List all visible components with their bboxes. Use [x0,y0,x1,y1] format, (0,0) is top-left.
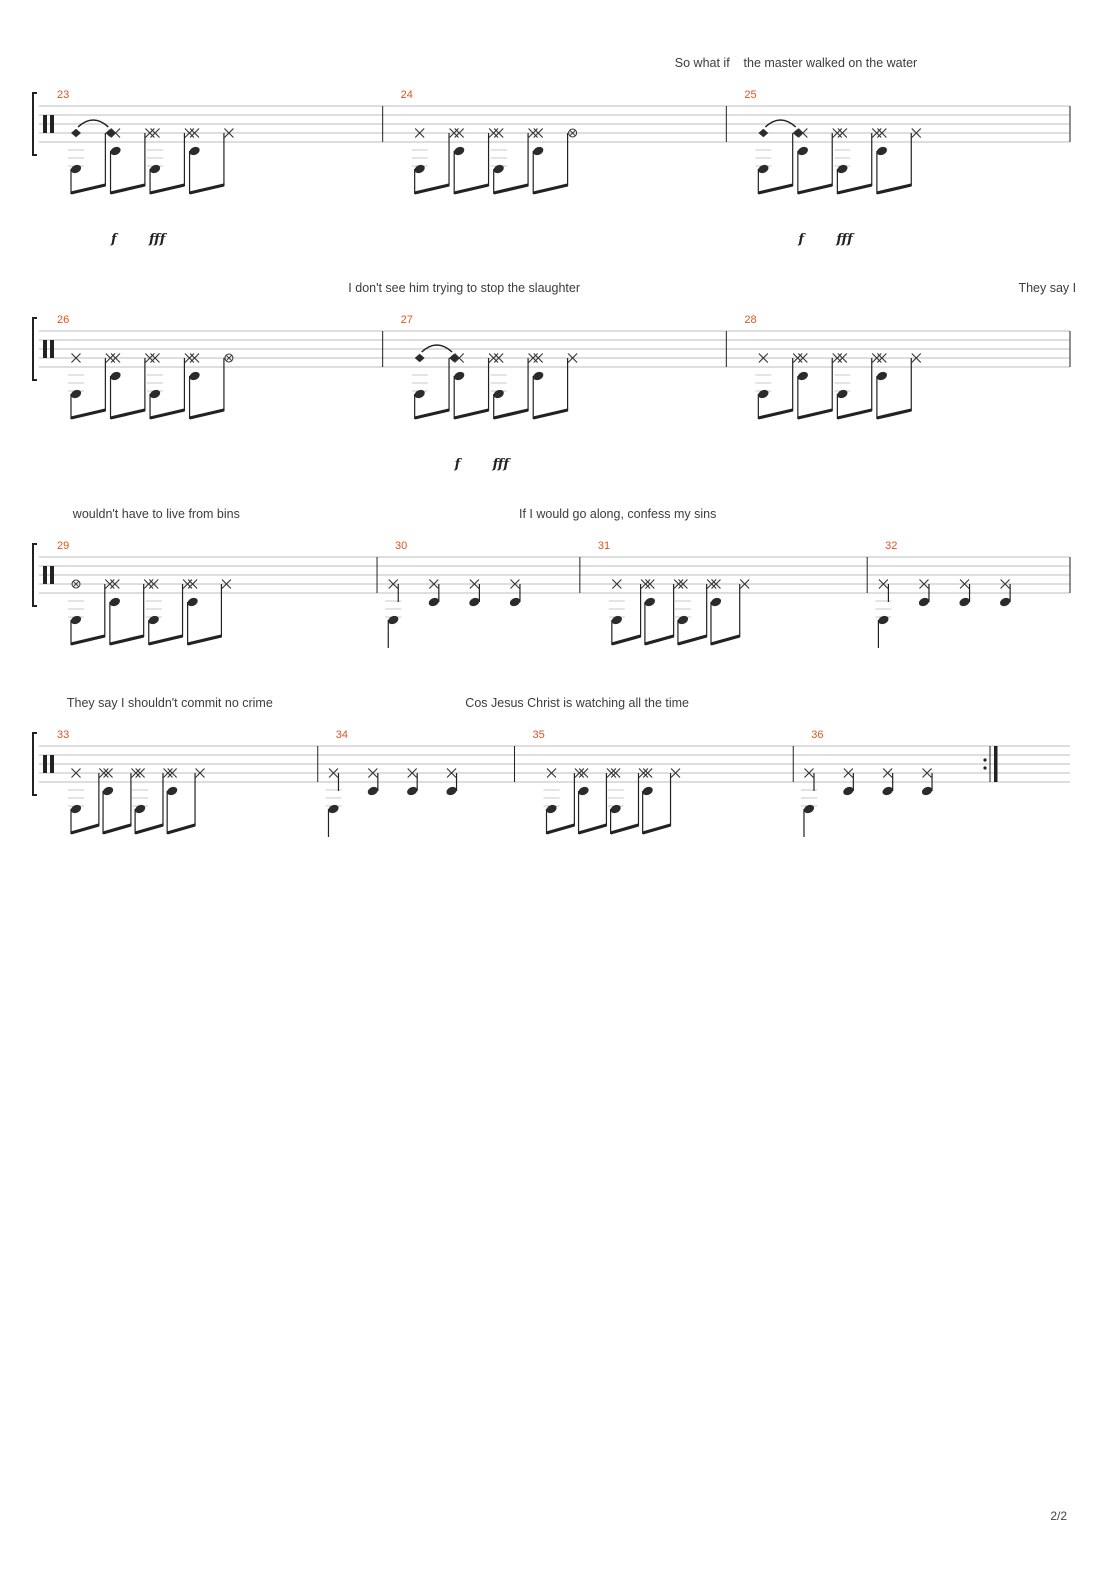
beat [132,769,172,835]
beam [188,636,222,644]
beat [453,354,498,420]
beam [110,636,144,644]
percussion-clef [43,340,47,358]
beam [612,636,641,644]
beam [190,410,224,418]
beat [491,354,538,420]
measure-number: 30 [395,540,408,552]
beam [135,825,163,833]
beat [146,580,192,646]
beam [415,410,449,418]
staff-system [33,696,1070,837]
beam [71,410,105,418]
beam [758,185,792,193]
measure-number: 24 [400,89,413,101]
beat [453,129,498,195]
hihat-open-note [758,129,768,137]
beat [875,354,920,420]
beam [645,636,674,644]
beam [837,410,871,418]
lyric-line: If I would go along, confess my sins [519,507,717,521]
staff-system [33,56,1070,247]
beam [877,410,911,418]
dynamic-mark: fff [492,457,510,472]
hihat-open-note [793,129,803,137]
system-bracket [33,93,37,155]
measure [726,89,920,247]
measure-number: 32 [885,540,898,552]
beat [755,354,802,420]
beat [108,580,153,646]
hihat-open-note [415,354,425,362]
beat [532,129,577,195]
beat [608,769,648,835]
beam [547,825,575,833]
measure-number: 31 [597,540,611,552]
dynamic-mark: fff [836,232,853,247]
beat [796,129,841,195]
beat [532,354,577,420]
beam [454,185,488,193]
lyric-line: wouldn't have to live from bins [72,507,240,521]
beat [109,354,154,420]
measure-number: 36 [811,729,824,741]
beat [643,580,683,646]
measure [318,729,458,837]
beam [454,410,488,418]
measure [867,540,1011,648]
beat [875,580,891,649]
beat [188,354,233,420]
staff-system [33,281,1076,472]
beam [71,185,105,193]
lyric-line: I don't see him trying to stop the slaughter [348,281,580,295]
percussion-clef [43,115,47,133]
beam [798,185,832,193]
beam [150,185,184,193]
beat [412,129,459,195]
measure-number: 25 [744,89,757,101]
beat [68,769,108,835]
beam [611,825,639,833]
beat [186,580,231,646]
beat [147,129,194,195]
beam [71,825,99,833]
lyric-line: They say I shouldn't commit no crime [66,696,273,710]
beat [109,129,154,195]
hihat-open-note [449,354,459,362]
beat [147,354,194,420]
percussion-clef [50,340,54,358]
beat [68,120,115,194]
page-number: 2/2 [1050,1509,1067,1523]
beam [494,410,528,418]
lyric-line: So what if [674,56,730,70]
percussion-clef [43,566,47,584]
beam [167,825,195,833]
staff-system [33,507,1070,648]
measure-number: 29 [57,540,70,552]
lyric-line: the master walked on the water [743,56,918,70]
final-barline [994,746,998,782]
beat [796,354,841,420]
repeat-dot [983,758,986,761]
measure-number: 35 [532,729,545,741]
beam [103,825,131,833]
beat [412,345,459,419]
percussion-clef [50,755,54,773]
dynamic-mark: f [111,232,117,247]
beat [544,769,584,835]
beam [711,636,740,644]
beat [385,580,401,649]
beam [111,185,145,193]
beam [494,185,528,193]
beat [68,354,115,420]
beam [643,825,671,833]
percussion-clef [43,755,47,773]
beat [68,580,114,646]
measure-number: 34 [335,729,348,741]
measure-number: 27 [400,314,413,326]
beat [491,129,538,195]
beam [877,185,911,193]
measure-number: 28 [744,314,757,326]
beat [641,769,680,835]
beat [755,120,802,194]
measure [377,540,521,648]
beam [149,636,183,644]
beam [533,185,567,193]
system-bracket [33,733,37,795]
repeat-dot [983,766,986,769]
hihat-open-note [105,129,115,137]
dynamic-mark: f [454,457,461,472]
beat [675,580,716,646]
measure [57,89,233,247]
beat [609,580,650,646]
beat [188,129,233,195]
beat [834,354,881,420]
measure [383,314,577,472]
beam [678,636,707,644]
beam [758,410,792,418]
measure-number: 33 [57,729,70,741]
beam [837,185,871,193]
beam [190,185,224,193]
beam [798,410,832,418]
lyric-line: Cos Jesus Christ is watching all the time [465,696,690,710]
measure [793,729,997,837]
beat [801,769,817,838]
beat [834,129,881,195]
percussion-clef [50,566,54,584]
beam [150,410,184,418]
dynamic-mark: fff [149,232,166,247]
beat [325,769,341,838]
beat [166,769,205,835]
measure-number: 23 [57,89,70,101]
dynamic-mark: f [798,232,804,247]
measure-number: 26 [57,314,70,326]
beam [71,636,105,644]
system-bracket [33,318,37,380]
system-bracket [33,544,37,606]
hihat-open-note [71,129,81,137]
beat [875,129,920,195]
beat [709,580,749,646]
beam [533,410,567,418]
beam [579,825,607,833]
lyric-line: They say I [1018,281,1077,295]
beam [111,410,145,418]
percussion-clef [50,115,54,133]
beam [415,185,449,193]
